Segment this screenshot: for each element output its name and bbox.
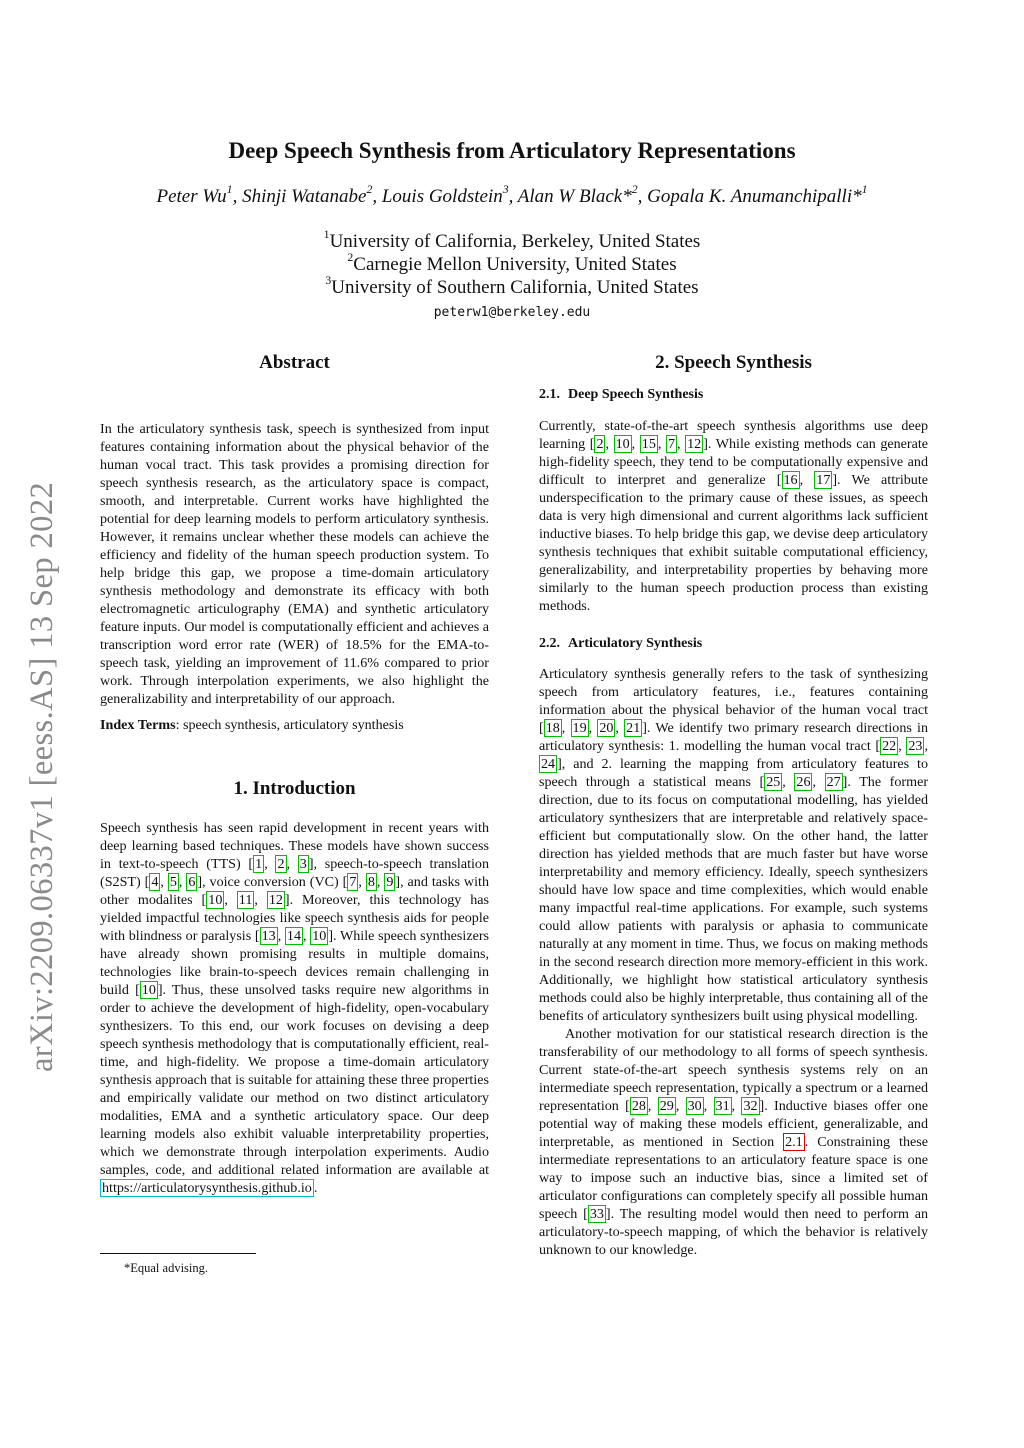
subsection-title: Deep Speech Synthesis [568,387,704,402]
citation-link[interactable]: 15 [641,436,656,452]
citation-link[interactable]: 5 [169,874,177,890]
citation-link[interactable]: 16 [783,472,798,488]
articulatory-synthesis-paragraph-2: Another motivation for our statistical research direction is the transferability of our methodology to all forms of speech synthesis. Current state-of-the-art speech synthesis systems rely on an intermediate speech representation, typically a spectrum or a learned representation [ 28 , 29 , 30 , 31 , 32 ]. Inductive biases offer one potential way of making these models efficient, generalizable, and interpretable, as mentioned in Section 2.1 . Constraining these intermediate representations to an articulatory feature space is one way to impose such an inductive bias, since a limited set of articulator configurations can completely specify all possible human speech [ 33 ]. The resulting model would then need to perform an articulatory-to-speech mapping, of which the behavior is relatively unknown to our knowledge. [539,1026,929,1258]
citation-link[interactable]: 17 [816,472,831,488]
affiliation [200,250,824,276]
paper-title: Deep Speech Synthesis from Articulatory Representations [228,138,796,163]
subsection-number: 2.1. [539,387,560,402]
citation-link[interactable]: 10 [312,928,327,944]
citation-link[interactable]: 10 [208,892,223,908]
citation-link[interactable]: 32 [743,1098,758,1114]
citation-link[interactable]: 4 [151,874,159,890]
subsection-2-1-heading [539,387,703,403]
citation-link[interactable]: 13 [261,928,276,944]
author-name: Shinji Watanabe [242,186,367,207]
author-name: Louis Goldstein [381,186,503,207]
affiliation-text: University of California, Berkeley, United States [329,231,701,252]
contact-email[interactable]: peterw1@berkeley.edu [433,305,591,320]
affiliation-text: Carnegie Mellon University, United States [353,254,677,275]
footnote: *Equal advising. [124,1261,209,1275]
introduction-paragraph: Speech synthesis has seen rapid development in recent years with deep learning based techniques. These models have shown success in text-to-speech (TTS) [ 1 , 2 , 3 ], speech-to-speech translation (S2ST) [ 4 , 5 , 6 ], voice conversion (VC) [ 7 , 8 , 9 ], and tasks with other modalites [ 10 , 11 , 12 ]. Moreover, this technology has yielded impactful technologies like speech synthesis aids for people with blindness or paralysis [ 13 , 14 , 10 ]. While speech synthesizers have already shown promising results in multiple domains, technologies like brain-to-speech devices remain challenging in build [ 10 ]. Thus, these unsolved tasks require new algorithms in order to achieve the development of high-fidelity, open-vocabulary synthesizers. To this end, our work focuses on devising a deep speech synthesis methodology that is computationally efficient, real-time, and high-fidelity. We propose a time-domain articulatory synthesis approach that is suitable for attaining these three properties and empirically validate our method on two distinct articulatory modalities, EMA and a synthetic articulatory space. Our deep learning models also exhibit valuable interpretability properties, which we demonstrate through interpolation experiments. Audio samples, code, and additional related information are available at https://articulatorysynthesis.github.io . [100,820,490,1196]
abstract-body [100,420,489,734]
index-terms-label: Index Terms [100,717,176,733]
affiliation-marker: 3 [325,273,332,287]
affiliation [200,227,824,253]
articulatory-synthesis-paragraph-1: Articulatory synthesis generally refers to the task of synthesizing speech from articulatory features, i.e., features containing information about the physical behavior of the human vocal tract [ 18 , 19 , 20 , 21 ]. We identify two primary research directions in articulatory synthesis: 1. modelling the human vocal tract [ 22 , 23 , 24 ], and 2. learning the mapping from articulatory features to speech through a statistical means [ 25 , 26 , 27 ]. The former direction, due to its focus on computational modelling, has yielded articulatory synthesizers that are interpretable and relatively space-efficient but computationally slow. On the other hand, the latter direction has yielded methods that are much faster but have worse interpretability and memory efficiency. Ideally, speech synthesizers should have low space and time complexities, which would enable many impactful real-time applications. For example, such systems could allow patients with paralysis or aphasia to communicate naturally at any moment in time. Thus, we focus on making methods in the second research direction more memory-efficient in this work. Additionally, we highlight how statistical articulatory synthesis methods could also be highly interpretable, thus containing all of the benefits of articulatory synthesizers built using physical modelling. [539,666,929,1024]
citation-link[interactable]: 30 [687,1098,702,1114]
speech-synthesis-heading: 2. Speech Synthesis [655,352,812,373]
citation-link[interactable]: 2 [277,856,285,872]
citation-link[interactable]: 1 [255,856,263,872]
citation-link[interactable]: 8 [367,874,375,890]
citation-link[interactable]: 2 [596,436,604,452]
author-list: Peter Wu$^1$, Shinji Watanabe$^2$, Louis Goldstein$^3$, Alan W Black*$^2$, Gopala K. Anumanchipalli*$^1$ [156,182,868,207]
citation-link[interactable]: 33 [589,1206,604,1222]
citation-link[interactable]: 6 [188,874,196,890]
citation-link[interactable]: 29 [659,1098,674,1114]
citation-link[interactable]: 21 [626,720,641,736]
citation-link[interactable]: 20 [599,720,614,736]
affiliation-marker: 1 [226,182,233,196]
citation-link[interactable]: 12 [268,892,283,908]
citation-link[interactable]: 23 [908,738,923,754]
introduction-heading: 1. Introduction [233,778,356,799]
abstract-text: In the articulatory synthesis task, speech is synthesized from input features containing information about the physical behavior of the human vocal tract. This task provides a promising direction for speech synthesis research, as the articulatory space is compact, smooth, and interpretable. Current works have highlighted the potential for deep learning models to perform articulatory synthesis. However, it remains unclear whether these models can achieve the efficiency and fidelity of the human speech production system. To help bridge this gap, we propose a time-domain articulatory synthesis methodology and demonstrate its efficacy with both electromagnetic articulography (EMA) and synthetic articulatory feature inputs. Our model is computationally efficient and achieves a transcription word error rate (WER) of 18.5% for the EMA-to-speech task, yielding an improvement of 11.6% compared to prior work. Through interpolation experiments, we also highlight the generalizability and interpretability of our approach. [100,421,489,707]
index-terms-text: : speech synthesis, articulatory synthesis [175,717,404,733]
citation-link[interactable]: 7 [349,874,357,890]
citation-link[interactable]: 14 [286,928,301,944]
citation-link[interactable]: 27 [826,774,841,790]
citation-link[interactable]: 3 [299,856,307,872]
affiliation-marker: 2 [366,182,373,196]
subsection-title: Articulatory Synthesis [568,636,703,651]
citation-link[interactable]: 19 [572,720,587,736]
affiliation-marker: 1 [861,182,868,196]
subsection-2-1-body [539,417,928,615]
citation-link[interactable]: 12 [687,436,702,452]
arxiv-identifier-stamp[interactable]: arXiv:2209.06337v1 [eess.AS] 13 Sep 2022 [24,481,60,1072]
affiliation [200,273,824,299]
citation-link[interactable]: 28 [631,1098,646,1114]
affiliation-marker: 2 [347,250,354,264]
citation-link[interactable]: 26 [796,774,811,790]
citation-link[interactable]: 10 [141,982,156,998]
subsection-2-2-heading [539,636,702,652]
affiliation-marker: 1 [323,227,330,241]
deep-speech-synthesis-paragraph: Currently, state-of-the-art speech synthesis algorithms use deep learning [ 2 , 10 , 15 , 7 , 12 ]. While existing methods can generate high-fidelity speech, they tend to be computationally expensive and difficult to interpret and generalize [ 16 , 17 ]. We attribute underspecification to the primary cause of these issues, as speech data is very high dimensional and current algorithms lack sufficient inductive biases. To help bridge this gap, we devise deep articulatory synthesis techniques that exhibit suitable computational efficiency, generalizability, and interpretability properties by behaving more similarly to the human speech production process than existing methods. [539,418,929,614]
citation-link[interactable]: 7 [667,436,675,452]
author-name: Gopala K. Anumanchipalli* [647,186,862,207]
project-url-link[interactable]: https://articulatorysynthesis.github.io [102,1180,312,1196]
citation-link[interactable]: 24 [541,756,556,772]
author-name: Peter Wu [156,186,227,207]
citation-link[interactable]: 9 [386,874,394,890]
section-reference-link[interactable]: 2.1 [785,1134,803,1150]
index-terms [100,716,489,734]
citation-link[interactable]: 22 [882,738,897,754]
subsection-number: 2.2. [539,636,560,651]
citation-link[interactable]: 10 [615,436,630,452]
citation-link[interactable]: 18 [545,720,560,736]
introduction-body [100,819,489,1197]
footnote-rule [100,1253,256,1254]
subsection-2-2-body [539,665,928,1259]
citation-link[interactable]: 25 [766,774,781,790]
citation-link[interactable]: 11 [238,892,253,908]
affiliation-marker: 3 [502,182,509,196]
affiliation-marker: 2 [631,182,638,196]
affiliation-list [200,227,824,299]
author-name: Alan W Black* [517,186,632,207]
abstract-heading: Abstract [259,352,330,373]
citation-link[interactable]: 31 [715,1098,730,1114]
affiliation-text: University of Southern California, United States [331,277,699,298]
